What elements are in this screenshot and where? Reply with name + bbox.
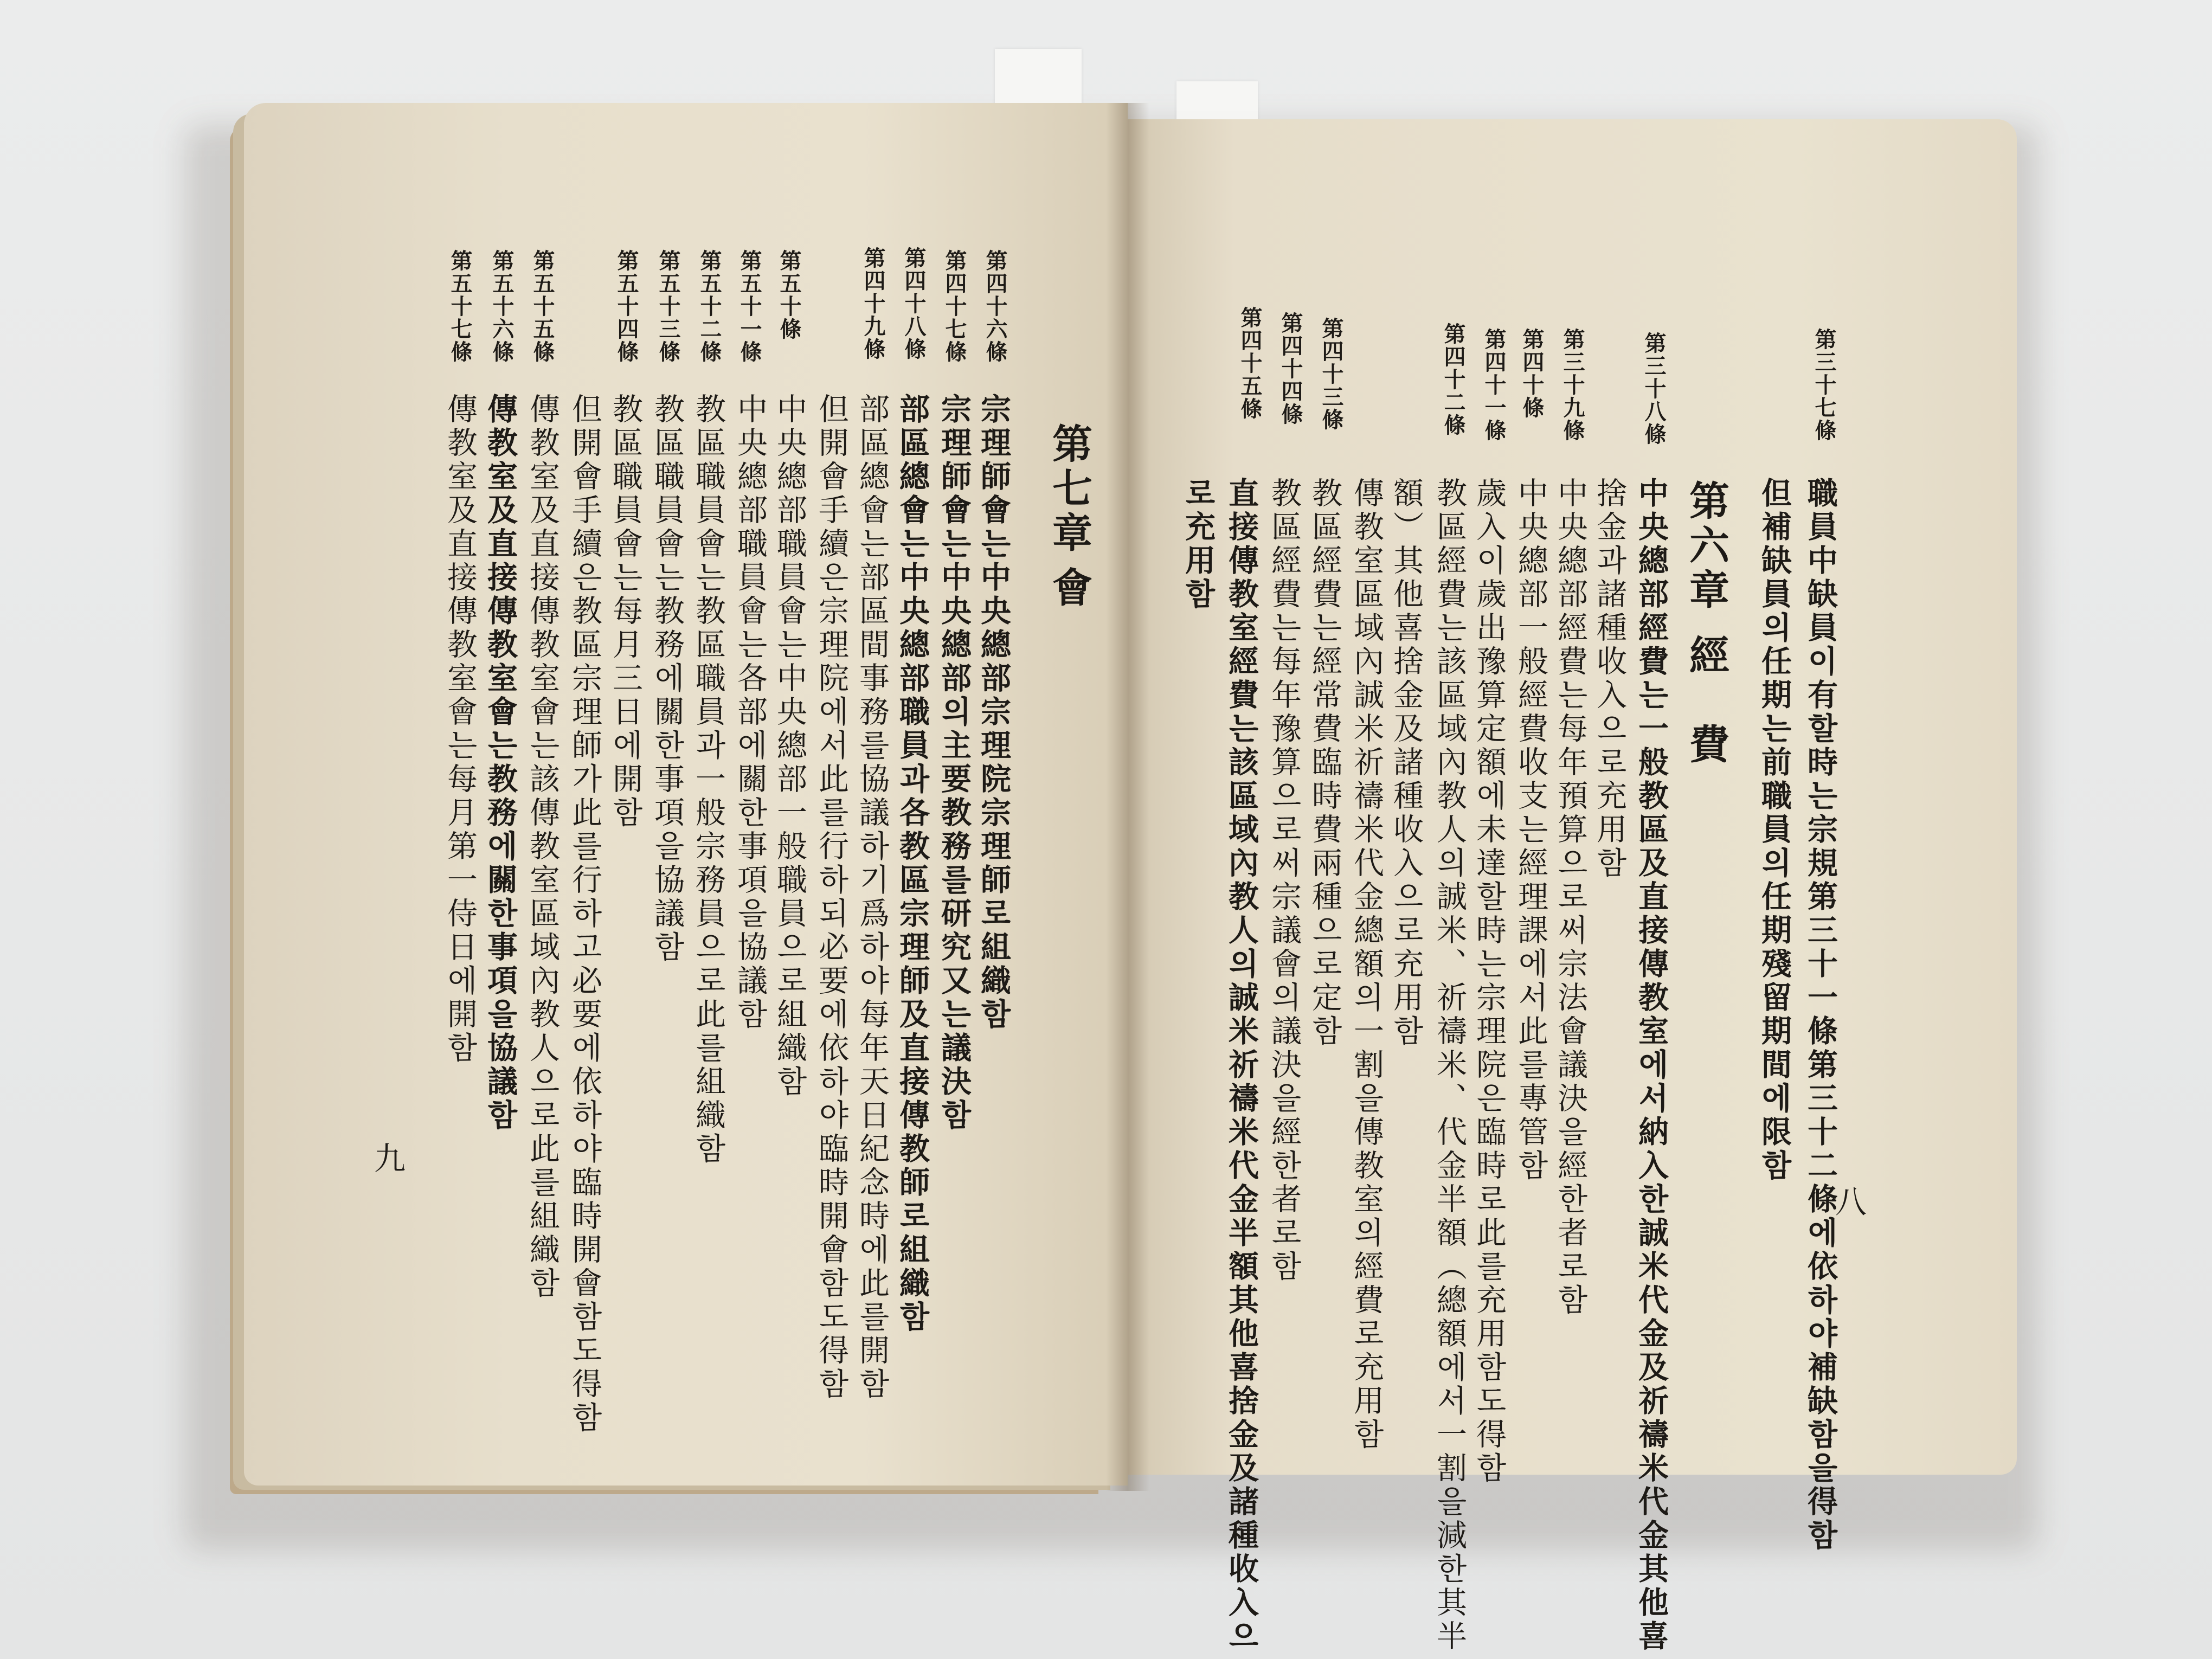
article-39-text: 中央總部經費는每年預算으로써宗法會議決을經한者로함 [1553, 477, 1588, 1317]
article-49-proviso: 但開會手續은宗理院에서此를行하되必要에依하야臨時開會함도得함 [814, 393, 849, 1401]
article-54-label: 第五十四條 [614, 249, 639, 363]
article-44-text: 教區經費는經常費臨時費兩種으로定함 [1307, 477, 1342, 1049]
article-52-text: 教區職員會는教區職員과一般宗務員으로此를組織함 [691, 393, 726, 1166]
article-41-label: 第四十一條 [1481, 328, 1507, 442]
article-50-label: 第五十條 [776, 249, 802, 340]
article-38-cont: 捨金과諸種收入으로充用함 [1592, 477, 1627, 880]
article-42-cont: 額）其他喜捨金及諸種收入으로充用함 [1388, 477, 1424, 1049]
article-42-label: 第四十二條 [1441, 323, 1466, 436]
chapter-7-title: 會 [1046, 567, 1092, 611]
article-48-label: 第四十八條 [901, 247, 927, 361]
article-45-text-2: 直接傳教室經費는該區域內教人의誠米祈禱米代金半額其他喜捨金及諸種收入으 [1224, 477, 1259, 1654]
article-43-text: 傳教室區域內誠米祈禱米代金總額의一割을傳教室의經費로充用함 [1349, 477, 1384, 1452]
article-52-label: 第五十二條 [697, 249, 722, 363]
article-41-text: 歲入이歲出豫算定額에未達할時는宗理院은臨時로此를充用함도得함 [1471, 477, 1507, 1486]
article-53-label: 第五十三條 [655, 249, 681, 363]
article-55-label: 第五十五條 [530, 249, 555, 363]
article-53-text: 教區職員會는教務에關한事項을協議함 [650, 393, 685, 964]
article-55-text: 傳教室及直接傳教室會는該傳教室區域內教人으로此를組織함 [525, 393, 560, 1301]
article-37-proviso: 但補缺員의任期는前職員의任期殘留期間에限함 [1757, 477, 1792, 1183]
article-38-text: 中央總部經費는一般教區及直接傳教室에서納入한誠米代金及祈禱米代金其他喜 [1634, 477, 1669, 1654]
article-57-label: 第五十七條 [447, 249, 473, 363]
article-56-label: 第五十六條 [489, 249, 515, 363]
article-45-label: 第四十五條 [1237, 306, 1263, 420]
article-51-label: 第五十一條 [737, 249, 762, 363]
article-45-text: 教區經費는每年豫算으로써宗議會의議決을經한者로함 [1266, 477, 1302, 1284]
article-46-text: 宗理師會는中央總部宗理院宗理師로組織함 [976, 393, 1012, 1032]
article-49-label: 第四十九條 [860, 247, 886, 361]
article-43-label: 第四十三條 [1319, 317, 1344, 431]
article-44-label: 第四十四條 [1278, 312, 1303, 426]
article-49-text: 部區總會는部區間事務를協議하기爲하야每年天日紀念時에此를開함 [854, 393, 890, 1401]
article-37-text: 職員中缺員이有할時는宗規第三十一條第三十二條에依하야補缺함을得함 [1803, 477, 1838, 1553]
page-number-left: 九 [374, 1140, 406, 1177]
article-40-text: 中央總部一般經費收支는經理課에서此를專管함 [1513, 477, 1548, 1183]
chapter-6-title: 經 費 [1683, 634, 1729, 768]
article-56-text: 傳教室及直接傳教室會는教務에關한事項을協議함 [483, 393, 518, 1133]
article-46-label: 第四十六條 [982, 249, 1008, 363]
article-47-text: 宗理師會는中央總部의主要教務를研究又는議決함 [936, 393, 972, 1133]
article-57-text: 傳教室及直接傳教室會는每月第一侍日에開함 [442, 393, 478, 1065]
article-39-label: 第三十九條 [1560, 328, 1585, 442]
chapter-7-number: 第七章 [1046, 423, 1092, 556]
article-47-label: 第四十七條 [942, 249, 967, 363]
article-54-proviso: 但開會手續은教區宗理師가此를行하고必要에依하야臨時開會함도得함 [567, 393, 602, 1435]
page-number-right: 八 [1835, 1184, 1867, 1220]
article-42-text: 教區經費는該區域內教人의誠米、祈禱米、代金半額（總額에서一割을減한其半 [1432, 477, 1467, 1654]
article-37-label: 第三十七條 [1811, 328, 1837, 442]
article-48-text: 部區總會는中央總部職員과各教區宗理師及直接傳教師로組織함 [895, 393, 930, 1334]
article-50-text: 中央總部職員會는中央總部一般職員으로組織함 [772, 393, 807, 1099]
article-54-text: 教區職員會는每月三日에開함 [608, 393, 643, 830]
article-38-label: 第三十八條 [1641, 332, 1667, 446]
chapter-6-number: 第六章 [1683, 480, 1729, 613]
article-51-text: 中央總部職員會는各部에關한事項을協議함 [732, 393, 768, 1032]
book-gutter [1106, 103, 1149, 1491]
article-40-label: 第四十條 [1519, 328, 1545, 419]
article-45-text-3: 로充用함 [1180, 477, 1216, 612]
